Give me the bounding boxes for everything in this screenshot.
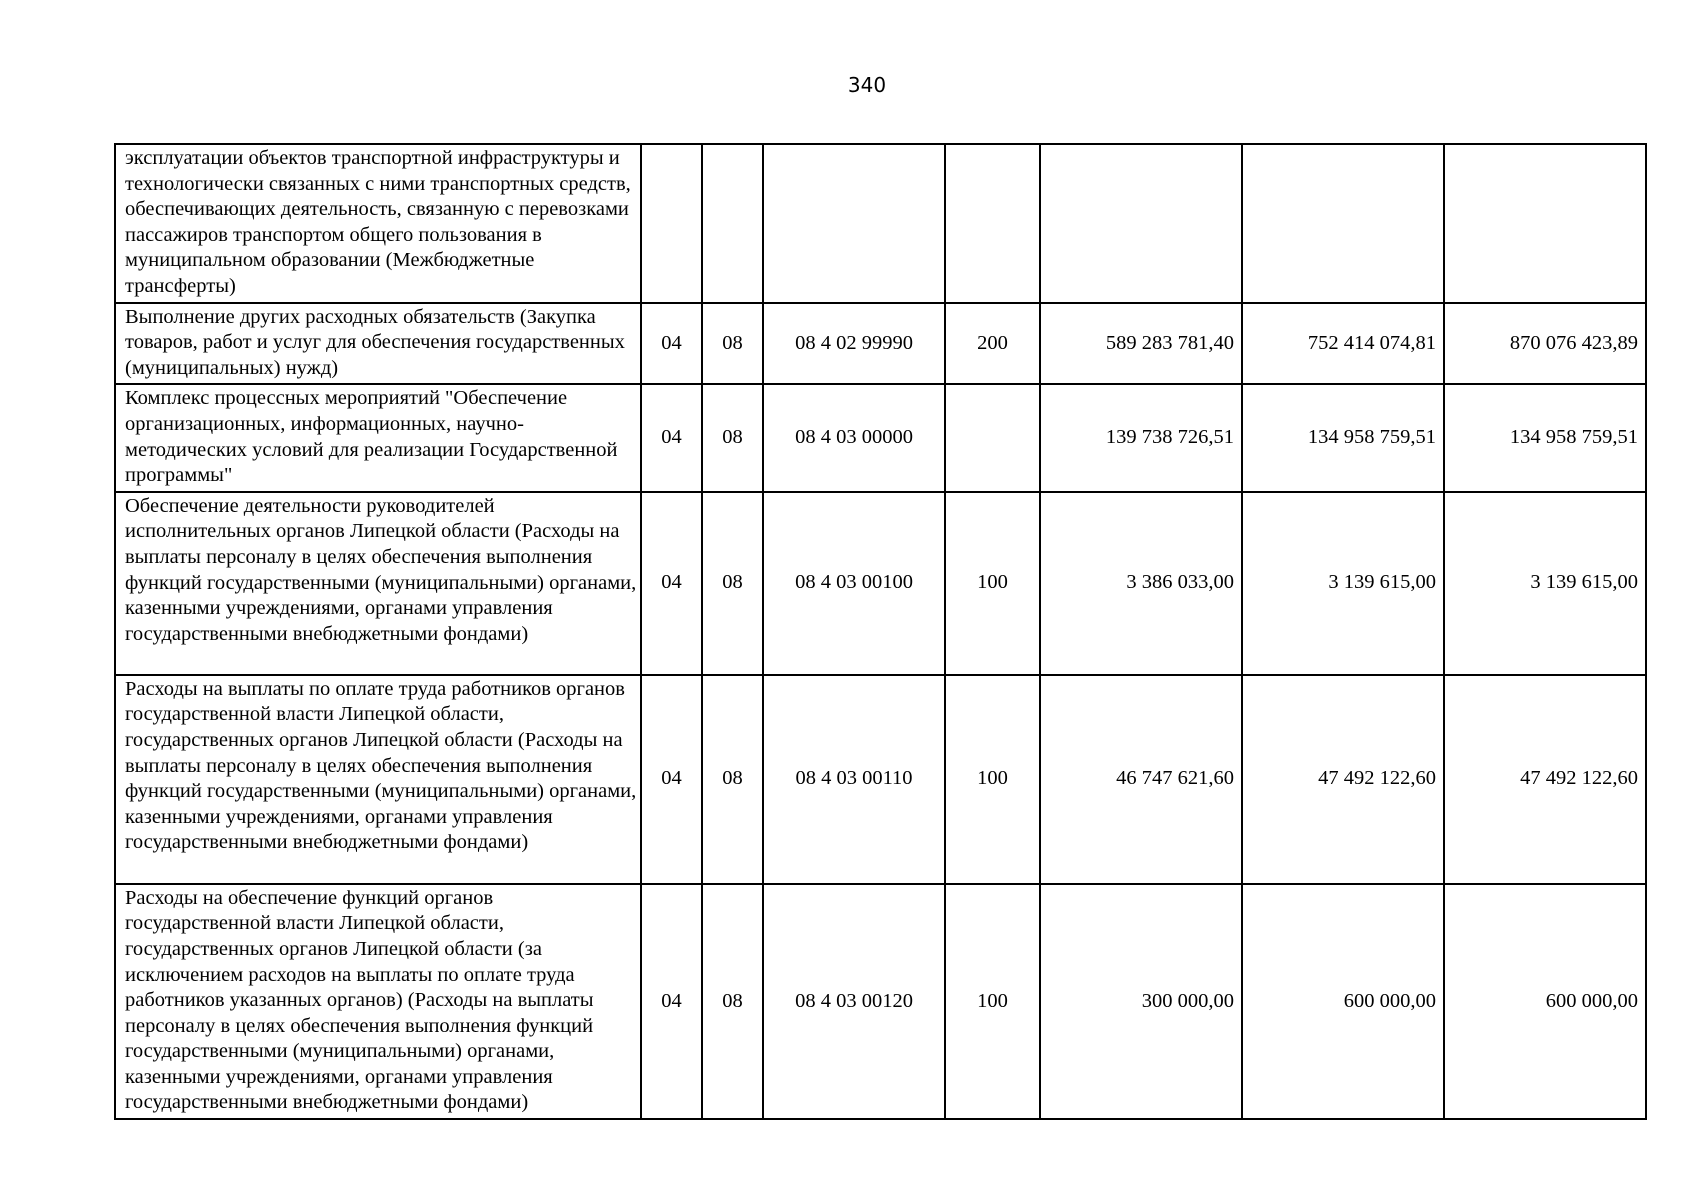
amount-year3-cell: 600 000,00 (1444, 884, 1646, 1119)
expense-type-cell: 100 (945, 675, 1040, 884)
section-code-cell (641, 144, 702, 303)
amount-year3-cell: 47 492 122,60 (1444, 675, 1646, 884)
section-code-cell: 04 (641, 492, 702, 675)
table-row (115, 675, 1646, 884)
amount-year3-cell: 3 139 615,00 (1444, 492, 1646, 675)
row-name-cell: Расходы на выплаты по оплате труда работников органов государственной власти Липецкой области, государственных органов Липецкой области (Расходы на выплаты персоналу в целях обеспечения выполнения функций государственными (муниципальными) органами, казенными учреждениями, органами управления государственными внебюджетными фондами) (115, 675, 641, 884)
page-number: 340 (847, 73, 887, 97)
amount-year2-cell: 3 139 615,00 (1242, 492, 1444, 675)
table-row (115, 884, 1646, 1119)
amount-year3-cell (1444, 144, 1646, 303)
budget-table (114, 143, 1647, 1120)
subsection-code-cell: 08 (702, 492, 763, 675)
amount-year2-cell: 134 958 759,51 (1242, 384, 1444, 491)
target-article-cell (763, 144, 945, 303)
table-row (115, 144, 1646, 303)
expense-type-cell (945, 144, 1040, 303)
row-name-cell: эксплуатации объектов транспортной инфраструктуры и технологически связанных с ними транспортных средств, обеспечивающих деятельность, связанную с перевозками пассажиров транспортом общего пользования в муниципальном образовании (Межбюджетные трансферты) (115, 144, 641, 303)
section-code-cell: 04 (641, 384, 702, 491)
row-name-cell: Выполнение других расходных обязательств (Закупка товаров, работ и услуг для обеспечения государственных (муниципальных) нужд) (115, 303, 641, 385)
target-article-cell: 08 4 03 00100 (763, 492, 945, 675)
amount-year1-cell: 139 738 726,51 (1040, 384, 1242, 491)
expense-type-cell: 100 (945, 884, 1040, 1119)
subsection-code-cell: 08 (702, 884, 763, 1119)
expense-type-cell: 100 (945, 492, 1040, 675)
amount-year1-cell: 46 747 621,60 (1040, 675, 1242, 884)
target-article-cell: 08 4 03 00110 (763, 675, 945, 884)
table-row (115, 384, 1646, 491)
amount-year1-cell: 3 386 033,00 (1040, 492, 1242, 675)
expense-type-cell (945, 384, 1040, 491)
amount-year2-cell: 47 492 122,60 (1242, 675, 1444, 884)
amount-year3-cell: 870 076 423,89 (1444, 303, 1646, 385)
row-name-cell: Комплекс процессных мероприятий "Обеспечение организационных, информационных, научно-методических условий для реализации Государственной программы" (115, 384, 641, 491)
row-name-cell: Расходы на обеспечение функций органов государственной власти Липецкой области, государственных органов Липецкой области (за исключением расходов на выплаты по оплате труда работников указанных органов) (Расходы на выплаты персоналу в целях обеспечения выполнения функций государственными (муниципальными) органами, казенными учреждениями, органами управления государственными внебюджетными фондами) (115, 884, 641, 1119)
subsection-code-cell (702, 144, 763, 303)
amount-year3-cell: 134 958 759,51 (1444, 384, 1646, 491)
row-name-cell: Обеспечение деятельности руководителей исполнительных органов Липецкой области (Расходы на выплаты персоналу в целях обеспечения выполнения функций государственными (муниципальными) органами, казенными учреждениями, органами управления государственными внебюджетными фондами) (115, 492, 641, 675)
table-row (115, 303, 1646, 385)
target-article-cell: 08 4 03 00120 (763, 884, 945, 1119)
table-row (115, 492, 1646, 675)
amount-year2-cell: 752 414 074,81 (1242, 303, 1444, 385)
amount-year2-cell: 600 000,00 (1242, 884, 1444, 1119)
target-article-cell: 08 4 03 00000 (763, 384, 945, 491)
amount-year1-cell: 300 000,00 (1040, 884, 1242, 1119)
amount-year1-cell (1040, 144, 1242, 303)
amount-year2-cell (1242, 144, 1444, 303)
section-code-cell: 04 (641, 884, 702, 1119)
section-code-cell: 04 (641, 675, 702, 884)
target-article-cell: 08 4 02 99990 (763, 303, 945, 385)
subsection-code-cell: 08 (702, 384, 763, 491)
section-code-cell: 04 (641, 303, 702, 385)
expense-type-cell: 200 (945, 303, 1040, 385)
subsection-code-cell: 08 (702, 675, 763, 884)
subsection-code-cell: 08 (702, 303, 763, 385)
amount-year1-cell: 589 283 781,40 (1040, 303, 1242, 385)
